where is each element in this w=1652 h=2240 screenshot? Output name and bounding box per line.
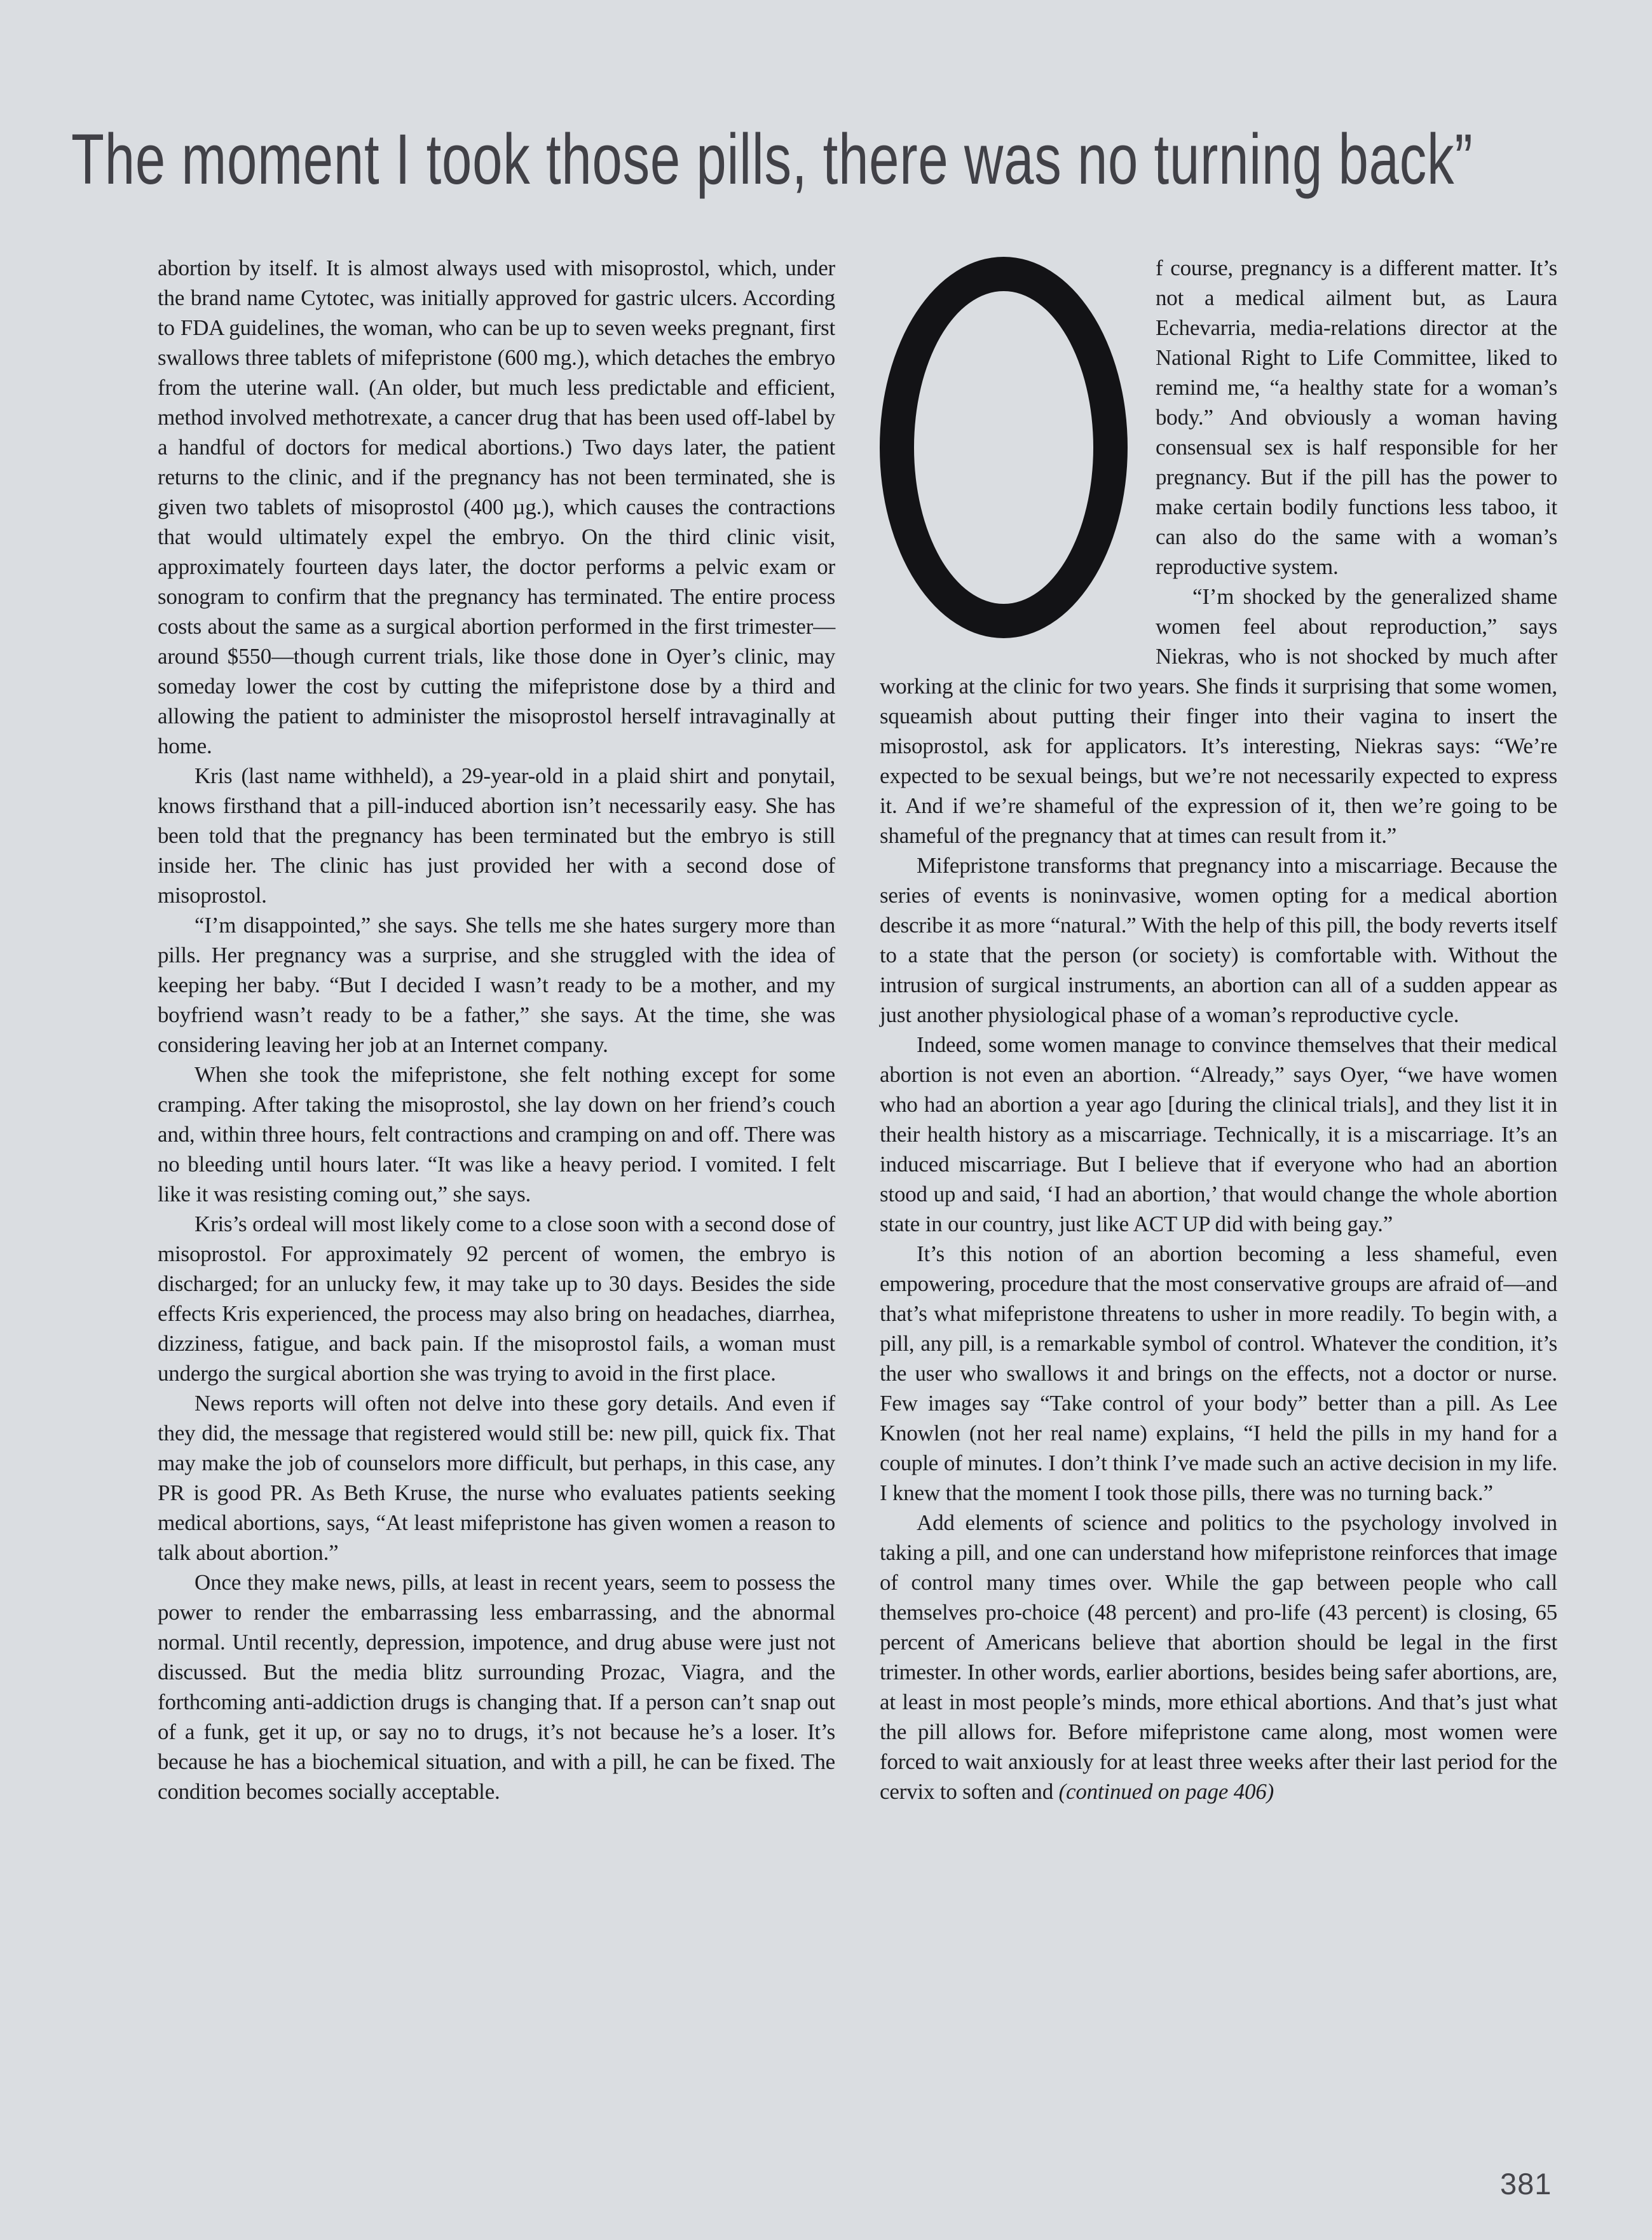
paragraph: abortion by itself. It is almost always used with misoprostol, which, under the brand name Cytotec, was initially approved for gastric ulcers. According to FDA guidelines, the woman, who can be up to seven weeks pregnant, first swallows three tablets of mifepristone (600 mg.), which detaches the embryo from the uterine wall. (An older, but much less predictable and efficient, method involved methotrexate, a cancer drug that has been used off-label by a handful of doctors for medical abortions.) Two days later, the patient returns to the clinic, and if the pregnancy has not been terminated, she is given two tablets of misoprostol (400 µg.), which causes the contractions that would ultimately expel the embryo. On the third clinic visit, approximately fourteen days later, the doctor performs a pelvic exam or sonogram to confirm that the pregnancy has terminated. The entire process costs about the same as a surgical abortion performed in the first trimester—around $550—though current trials, like those done in Oyer’s clinic, may someday lower the cost by cutting the mifepristone dose by a third and allowing the patient to administer the misoprostol herself intravaginally at home. xyxy=(158,256,835,758)
pull-quote-headline xyxy=(71,118,1652,200)
paragraph: When she took the mifepristone, she felt nothing except for some cramping. After taking the misoprostol, she lay down on her friend’s couch and, within three hours, felt contractions and cramping on and off. There was no bleeding until hours later. “It was like a heavy period. I vomited. I felt like it was resisting coming out,” she says. xyxy=(158,1062,835,1206)
paragraph: Once they make news, pills, at least in recent years, seem to possess the power to render the embarrassing less embarrassing, and the abnormal normal. Until recently, depression, impotence, and drug abuse were just not discussed. But the media blitz surrounding Prozac, Viagra, and the forthcoming anti-addiction drugs is changing that. If a person can’t snap out of a funk, get it up, or say no to drugs, it’s not because he’s a loser. It’s because he has a biochemical situation, and with a pill, he can be fixed. The condition becomes socially acceptable. xyxy=(158,1570,835,1804)
pull-quote-text: The moment I took those pills, there was no turning back” xyxy=(71,120,1473,199)
paragraph: Add elements of science and politics to the psychology involved in taking a pill, and one can understand how mifepristone reinforces that image of control many times over. While the gap between people who call themselves pro-choice (48 percent) and pro-life (43 percent) is closing, 65 percent of Americans believe that abortion should be legal in the first trimester. In other words, earlier abortions, besides being safer abortions, are, at least in most people’s minds, more ethical abortions. And that’s just what the pill allows for. Before mifepristone came along, most women were forced to wait anxiously for at least three weeks after their last period for the cervix to soften and (continued on page 406) xyxy=(880,1510,1557,1804)
dropcap-letter-o xyxy=(880,257,1128,638)
paragraph: It’s this notion of an abortion becoming a less shameful, even empowering, procedure that the most conservative groups are afraid of—and that’s what mifepristone threatens to usher in more readily. To begin with, a pill, any pill, is a remarkable symbol of control. Whatever the condition, it’s the user who swallows it and brings on the effects, not a doctor or nurse. Few images say “Take control of your body” better than a pill. As Lee Knowlen (not her real name) explains, “I held the pills in my hand for a couple of minutes. I don’t think I’ve made such an active decision in my life. I knew that the moment I took those pills, there was no turning back.” xyxy=(880,1241,1557,1505)
paragraph: Kris (last name withheld), a 29-year-old in a plaid shirt and ponytail, knows firsthand that a pill-induced abortion isn’t necessarily easy. She has been told that the pregnancy has been terminated but the embryo is still inside her. The clinic has just provided her with a second dose of misoprostol. xyxy=(158,763,835,908)
right-column-paragraphs xyxy=(880,582,1557,1806)
paragraph: News reports will often not delve into these gory details. And even if they did, the message that registered would still be: new pill, quick fix. That may make the job of counselors more difficult, but perhaps, in this case, any PR is good PR. As Beth Kruse, the nurse who evaluates patients seeking medical abortions, says, “At least mifepristone has given women a reason to talk about abortion.” xyxy=(158,1391,835,1565)
right-column xyxy=(880,253,1557,1806)
left-column xyxy=(158,253,835,1806)
paragraph: Mifepristone transforms that pregnancy into a miscarriage. Because the series of events is noninvasive, women opting for a medical abortion describe it as more “natural.” With the help of this pill, the body reverts itself to a state that the person (or society) is comfortable with. Without the intrusion of surgical instruments, an abortion can all of a sudden appear as just another physiological phase of a woman’s reproductive cycle. xyxy=(880,853,1557,1027)
paragraph: “I’m disappointed,” she says. She tells me she hates surgery more than pills. Her pregnancy was a surprise, and she struggled with the idea of keeping her baby. “But I decided I wasn’t ready to be a mother, and my boyfriend wasn’t ready to be a father,” she says. At the time, she was considering leaving her job at an Internet company. xyxy=(158,913,835,1057)
continued-note: (continued on page 406) xyxy=(1058,1779,1274,1804)
article-body xyxy=(158,253,1557,1806)
paragraph: “I’m shocked by the generalized shame women feel about reproduction,” says Niekras, who is not shocked by much after working at the clinic for two years. She finds it surprising that some women, squeamish about putting their finger into their vagina to insert the misoprostol, ask for applicators. It’s interesting, Niekras says: “We’re expected to be sexual beings, but we’re not necessarily expected to express it. And if we’re shameful of the expression of it, then we’re going to be shameful of the pregnancy that at times can result from it.” xyxy=(880,584,1557,848)
paragraph: Kris’s ordeal will most likely come to a close soon with a second dose of misoprostol. For approximately 92 percent of women, the embryo is discharged; for an unlucky few, it may take up to 30 days. Besides the side effects Kris experienced, the process may also bring on headaches, diarrhea, dizziness, fatigue, and back pain. If the misoprostol fails, a woman must undergo the surgical abortion she was trying to avoid in the first place. xyxy=(158,1212,835,1386)
paragraph: Indeed, some women manage to convince themselves that their medical abortion is not even an abortion. “Already,” says Oyer, “we have women who had an abortion a year ago [during the clinical trials], and they list it in their health history as a miscarriage. Technically, it is a miscarriage. It’s an induced miscarriage. But I believe that if everyone who had an abortion stood up and said, ‘I had an abortion,’ that would change the whole abortion state in our country, just like ACT UP did with being gay.” xyxy=(880,1032,1557,1236)
dropcap-paragraph-text: f course, pregnancy is a different matter. It’s not a medical ailment but, as Laura Echevarria, media-relations director at the National Right to Life Committee, liked to remind me, “a healthy state for a woman’s body.” And obviously a woman having consensual sex is half responsible for her pregnancy. But if the pill has the power to make certain bodily functions less taboo, it can also do the same with a woman’s reproductive system. xyxy=(1156,256,1557,579)
page-number: 381 xyxy=(1500,2167,1552,2201)
